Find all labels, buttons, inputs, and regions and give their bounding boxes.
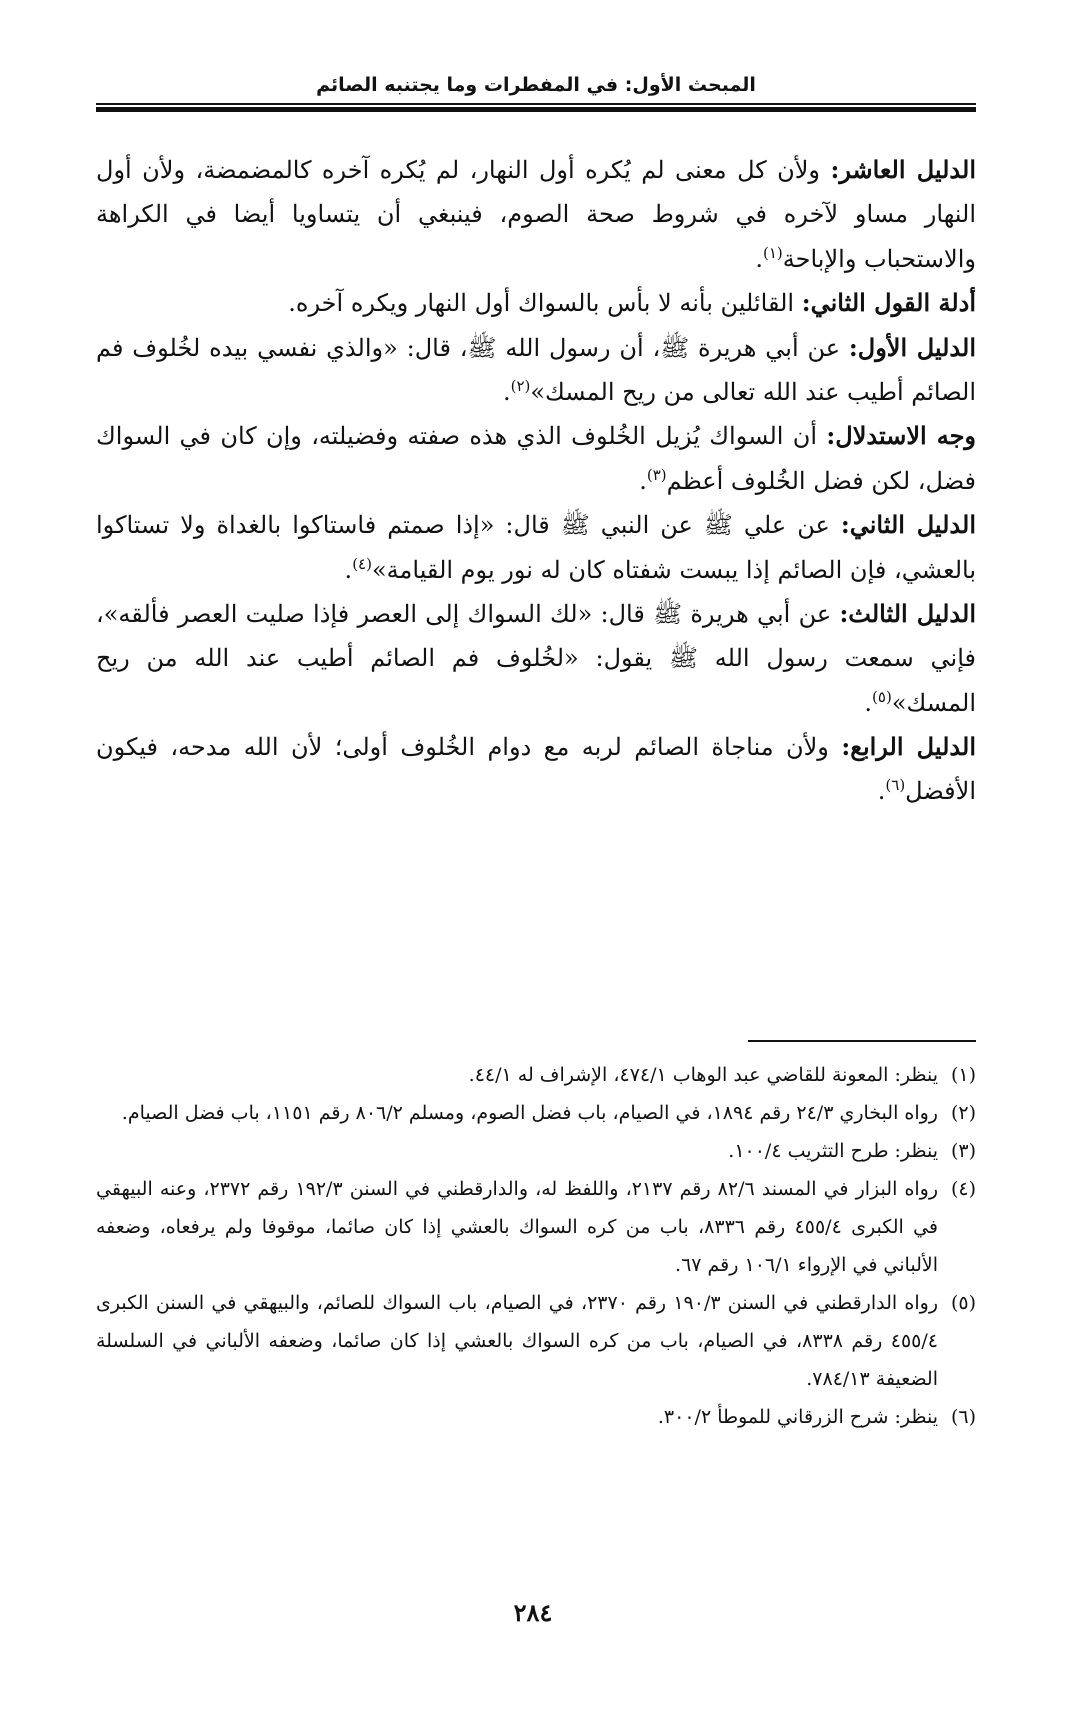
footnote	[96, 1398, 976, 1436]
footnote-divider	[748, 1040, 976, 1042]
footnote-reference[interactable]: (٥)	[872, 687, 892, 706]
footnote-text: ينظر: طرح التثريب ١٠٠/٤.	[728, 1140, 938, 1162]
paragraph-text: عن علي ﷺ عن النبي ﷺ قال: «إذا صمتم فاستاكوا بالغداة ولا تستاكوا بالعشي، فإن الصائم إذا يبست شفتاه كان له نور يوم القيامة»	[96, 511, 976, 584]
paragraph-end: .	[344, 555, 353, 584]
footnote-text: رواه البخاري ٢٤/٣ رقم ١٨٩٤، في الصيام، باب فضل الصوم، ومسلم ٨٠٦/٢ رقم ١١٥١، باب فضل الصيام.	[121, 1102, 938, 1124]
paragraph-lead: الدليل الأول:	[848, 332, 977, 362]
footnote-number: (٤)	[950, 1178, 977, 1200]
footnote-number: (٣)	[950, 1140, 976, 1162]
paragraph	[96, 326, 976, 415]
paragraph-text: عن أبي هريرة ﷺ قال: «لك السواك إلى العصر فإذا صليت العصر فألقه»، فإني سمعت رسول الله ﷺ يقول: «لخُلوف فم الصائم أطيب عند الله من ريح المسك»	[96, 599, 976, 717]
footnote-reference[interactable]: (٢)	[510, 376, 531, 395]
footnote	[96, 1094, 976, 1132]
paragraph-end: .	[864, 688, 873, 717]
footnote-text: ينظر: شرح الزرقاني للموطأ ٣٠٠/٢.	[657, 1406, 938, 1428]
paragraph-end: .	[755, 244, 763, 273]
paragraph	[96, 148, 976, 281]
footnote-reference[interactable]: (٣)	[646, 465, 667, 484]
footnote	[96, 1056, 976, 1094]
footnote	[96, 1284, 976, 1398]
paragraph	[96, 281, 976, 325]
header-divider-thick	[96, 107, 976, 112]
paragraph-lead: الدليل العاشر:	[830, 155, 977, 184]
paragraph-lead: الدليل الثالث:	[839, 598, 977, 628]
paragraph-lead: وجه الاستدلال:	[826, 421, 977, 451]
main-text	[96, 148, 976, 814]
footnote-number: (٦)	[950, 1406, 976, 1428]
paragraph-end: .	[639, 466, 647, 495]
footnote-text: رواه الدارقطني في السنن ١٩٠/٣ رقم ٢٣٧٠، في الصيام، باب السواك للصائم، والبيهقي في السنن الكبرى ٤٥٥/٤ رقم ٨٣٣٨، في الصيام، باب من كره السواك بالعشي إذا كان صائما، وضعفه الألباني في السلسلة الضعيفة ٧٨٤/١٣.	[96, 1292, 939, 1390]
paragraph	[96, 503, 976, 592]
paragraph-text: القائلين بأنه لا بأس بالسواك أول النهار ويكره آخره.	[288, 289, 802, 318]
footnote-reference[interactable]: (٦)	[885, 776, 906, 795]
footnote-reference[interactable]: (١)	[763, 243, 783, 262]
paragraph	[96, 725, 976, 814]
paragraph-text: عن أبي هريرة ﷺ، أن رسول الله ﷺ، قال: «والذي نفسي بيده لخُلوف فم الصائم أطيب عند الله تعالى من ريح المسك»	[96, 333, 976, 406]
paragraph-lead: الدليل الثاني:	[840, 510, 977, 540]
footnote-number: (١)	[950, 1064, 976, 1086]
footnote	[96, 1132, 976, 1170]
footnote-number: (٥)	[950, 1292, 977, 1314]
paragraph-text: ولأن كل معنى لم يُكره أول النهار، لم يُكره آخره كالمضمضة، ولأن أول النهار مساو لآخره في شروط صحة الصوم، فينبغي أن يتساويا أيضا في الكراهة والاستحباب والإباحة	[96, 156, 976, 273]
footnote-text: ينظر: المعونة للقاضي عبد الوهاب ٤٧٤/١، الإشراف له ٤٤/١.	[468, 1064, 938, 1086]
footnote-reference[interactable]: (٤)	[352, 554, 372, 573]
paragraph	[96, 414, 976, 503]
paragraph-lead: الدليل الرابع:	[841, 732, 976, 762]
paragraph	[96, 592, 976, 725]
page-number: ٢٨٤	[513, 1598, 553, 1627]
running-header: المبحث الأول: في المفطرات وما يجتنبه الصائم	[316, 74, 756, 96]
paragraph-end: .	[502, 377, 511, 406]
paragraph-lead: أدلة القول الثاني:	[801, 288, 976, 318]
header-divider-thin	[96, 103, 976, 105]
footnote-text: رواه البزار في المسند ٨٢/٦ رقم ٢١٣٧، واللفظ له، والدارقطني في السنن ١٩٢/٣ رقم ٢٣٧٢، وعنه البيهقي في الكبرى ٤٥٥/٤ رقم ٨٣٣٦، باب من كره السواك بالعشي إذا كان صائما، موقوفا ولم يرفعاه، وضعفه الألباني في الإرواء ١٠٦/١ رقم ٦٧.	[96, 1178, 939, 1276]
footnote	[96, 1170, 976, 1284]
footnote-number: (٢)	[950, 1102, 976, 1124]
paragraph-text: أن السواك يُزيل الخُلوف الذي هذه صفته وفضيلته، وإن كان في السواك فضل، لكن فضل الخُلوف أعظم	[96, 422, 976, 495]
paragraph-end: .	[877, 777, 886, 806]
paragraph-text: ولأن مناجاة الصائم لربه مع دوام الخُلوف أولى؛ لأن الله مدحه، فيكون الأفضل	[96, 733, 976, 806]
footnotes-section	[96, 1056, 976, 1436]
